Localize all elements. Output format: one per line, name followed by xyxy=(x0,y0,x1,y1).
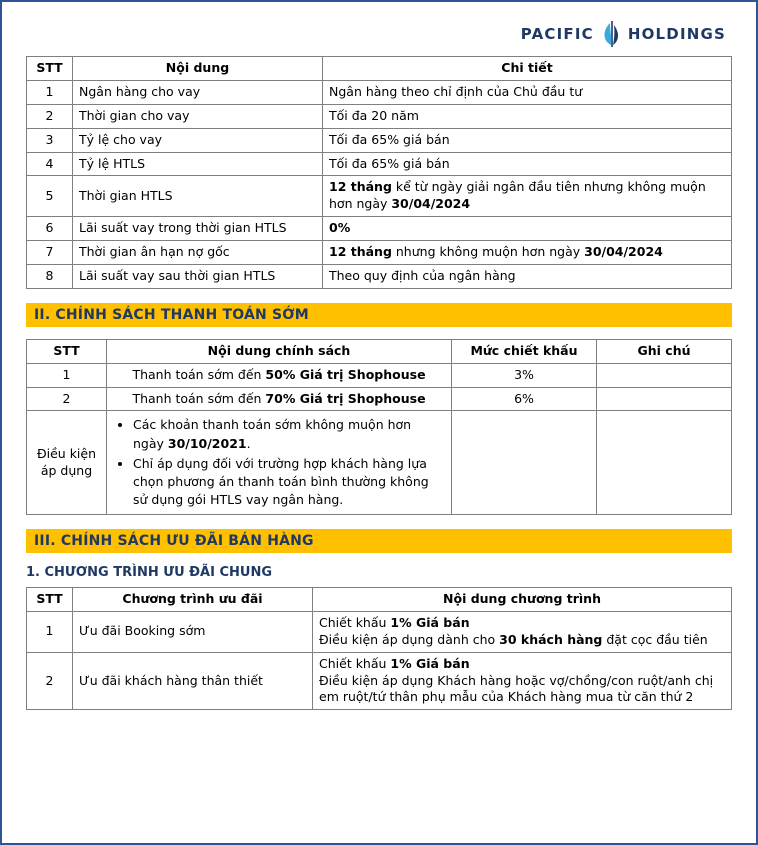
cell-noi-dung-chuong-trinh xyxy=(313,611,732,652)
cell-ghi-chu xyxy=(597,363,732,387)
table-row xyxy=(27,611,732,652)
program-line-1 xyxy=(319,615,725,632)
cell-noi-dung: Lãi suất vay trong thời gian HTLS xyxy=(73,217,323,241)
brand-logo xyxy=(26,12,732,56)
cell-stt: 2 xyxy=(27,104,73,128)
cell-chi-tiet: Theo quy định của ngân hàng xyxy=(323,264,732,288)
table-header-row xyxy=(27,339,732,363)
cell-text-bold2: 30/04/2024 xyxy=(391,196,471,212)
cell-stt: 6 xyxy=(27,217,73,241)
section-heading-2: II. CHÍNH SÁCH THANH TOÁN SỚM xyxy=(26,303,732,327)
cell-stt: 1 xyxy=(27,611,73,652)
cell-chi-tiet: Tối đa 65% giá bán xyxy=(323,152,732,176)
cell-stt: 2 xyxy=(27,387,107,411)
cell-chi-tiet: Tối đa 20 năm xyxy=(323,104,732,128)
cell-chuong-trinh: Ưu đãi Booking sớm xyxy=(73,611,313,652)
col-noi-dung: Nội dung xyxy=(73,57,323,81)
table-row xyxy=(27,176,732,217)
table-row xyxy=(27,264,732,288)
line-text-pre: Chiết khấu xyxy=(319,655,391,671)
line-text-pre: Chiết khấu xyxy=(319,614,391,630)
cell-condition-bullets xyxy=(107,411,452,515)
col-stt: STT xyxy=(27,339,107,363)
cell-stt: 3 xyxy=(27,128,73,152)
logo-text-right: HOLDINGS xyxy=(627,25,726,43)
col-ghi-chu: Ghi chú xyxy=(597,339,732,363)
subsection-heading-3-1: 1. CHƯƠNG TRÌNH ƯU ĐÃI CHUNG xyxy=(26,565,273,580)
line-text-bold: 1% Giá bán xyxy=(390,614,470,630)
cell-text-mid: kể từ ngày giải ngân đầu tiên nhưng không muộn hơn ngày xyxy=(329,179,706,212)
cell-text-bold: 70% Giá trị Shophouse xyxy=(265,390,426,406)
list-item xyxy=(133,455,445,509)
cell-muc-chiet-khau: 6% xyxy=(452,387,597,411)
table-row xyxy=(27,104,732,128)
table-row xyxy=(27,217,732,241)
cell-chi-tiet xyxy=(323,217,732,241)
col-noi-dung-chinh-sach: Nội dung chính sách xyxy=(107,339,452,363)
cell-stt: 8 xyxy=(27,264,73,288)
table-header-row xyxy=(27,588,732,612)
line-text-pre: Điều kiện áp dụng dành cho xyxy=(319,631,500,647)
cell-text-bold: 12 tháng xyxy=(329,244,392,259)
cell-noi-dung-chuong-trinh xyxy=(313,652,732,710)
table-row xyxy=(27,363,732,387)
table-row xyxy=(27,128,732,152)
cell-muc-chiet-khau xyxy=(452,411,597,515)
cell-stt: 5 xyxy=(27,176,73,217)
cell-muc-chiet-khau: 3% xyxy=(452,363,597,387)
cell-stt: 2 xyxy=(27,652,73,710)
sail-mark-icon xyxy=(598,19,624,49)
early-payment-table xyxy=(26,339,732,515)
list-item xyxy=(133,416,445,452)
program-line-1 xyxy=(319,656,725,673)
program-line-2 xyxy=(319,673,725,707)
line-text-pre: Điều kiện áp dụng Khách hàng hoặc vợ/chồng/con ruột/anh chị em ruột/tứ thân phụ mẫu của Khách hàng mua từ căn thứ 2 xyxy=(319,672,714,705)
table-header-row xyxy=(27,57,732,81)
table-row xyxy=(27,241,732,265)
cell-noi-dung: Lãi suất vay sau thời gian HTLS xyxy=(73,264,323,288)
col-noi-dung-chuong-trinh: Nội dung chương trình xyxy=(313,588,732,612)
cell-noi-dung: Thời gian ân hạn nợ gốc xyxy=(73,241,323,265)
line-text-bold: 30 khách hàng xyxy=(499,631,603,647)
cell-condition-label xyxy=(27,411,107,515)
condition-label-line2: áp dụng xyxy=(40,462,93,478)
cell-text-mid: nhưng không muộn hơn ngày xyxy=(391,244,585,259)
cell-text-bold: 50% Giá trị Shophouse xyxy=(265,366,426,382)
cell-text-pre: Thanh toán sớm đến xyxy=(132,390,266,406)
cell-noi-dung: Ngân hàng cho vay xyxy=(73,80,323,104)
cell-stt: 7 xyxy=(27,241,73,265)
sales-incentive-table xyxy=(26,587,732,710)
cell-noi-dung xyxy=(107,363,452,387)
line-text-bold: 1% Giá bán xyxy=(390,655,470,671)
cell-noi-dung: Thời gian cho vay xyxy=(73,104,323,128)
cell-ghi-chu xyxy=(597,387,732,411)
bullet-text-post: . xyxy=(246,435,251,451)
logo-text-left: PACIFIC xyxy=(520,25,594,43)
bullet-text-pre: Chỉ áp dụng đối với trường hợp khách hàng lựa chọn phương án thanh toán bình thường không sử dụng gói HTLS vay ngân hàng. xyxy=(133,455,429,507)
cell-chi-tiet xyxy=(323,241,732,265)
table-row xyxy=(27,652,732,710)
col-chi-tiet: Chi tiết xyxy=(323,57,732,81)
program-line-2 xyxy=(319,632,725,649)
loan-policy-table xyxy=(26,56,732,289)
cell-text-pre: Thanh toán sớm đến xyxy=(132,366,266,382)
cell-ghi-chu xyxy=(597,411,732,515)
cell-text-bold2: 30/04/2024 xyxy=(584,244,663,259)
cell-chi-tiet: Tối đa 65% giá bán xyxy=(323,128,732,152)
col-muc-chiet-khau: Mức chiết khấu xyxy=(452,339,597,363)
cell-text-bold: 12 tháng xyxy=(329,179,392,195)
line-text-post: đặt cọc đầu tiên xyxy=(602,631,708,647)
cell-noi-dung xyxy=(107,387,452,411)
cell-noi-dung: Thời gian HTLS xyxy=(73,176,323,217)
cell-text-bold: 0% xyxy=(329,220,351,236)
table-row xyxy=(27,387,732,411)
cell-chuong-trinh: Ưu đãi khách hàng thân thiết xyxy=(73,652,313,710)
cell-stt: 1 xyxy=(27,80,73,104)
bullet-text-pre: Các khoản thanh toán sớm không muộn hơn ngày xyxy=(133,417,412,451)
cell-chi-tiet xyxy=(323,176,732,217)
col-chuong-trinh: Chương trình ưu đãi xyxy=(73,588,313,612)
col-stt: STT xyxy=(27,588,73,612)
table-row-condition xyxy=(27,411,732,515)
cell-chi-tiet: Ngân hàng theo chỉ định của Chủ đầu tư xyxy=(323,80,732,104)
cell-stt: 4 xyxy=(27,152,73,176)
table-row xyxy=(27,152,732,176)
cell-noi-dung: Tỷ lệ cho vay xyxy=(73,128,323,152)
table-row xyxy=(27,80,732,104)
section-heading-3: III. CHÍNH SÁCH ƯU ĐÃI BÁN HÀNG xyxy=(26,529,732,553)
cell-stt: 1 xyxy=(27,363,107,387)
col-stt: STT xyxy=(27,57,73,81)
cell-noi-dung: Tỷ lệ HTLS xyxy=(73,152,323,176)
condition-label-line1: Điều kiện xyxy=(36,445,97,461)
bullet-text-bold: 30/10/2021 xyxy=(167,435,247,451)
